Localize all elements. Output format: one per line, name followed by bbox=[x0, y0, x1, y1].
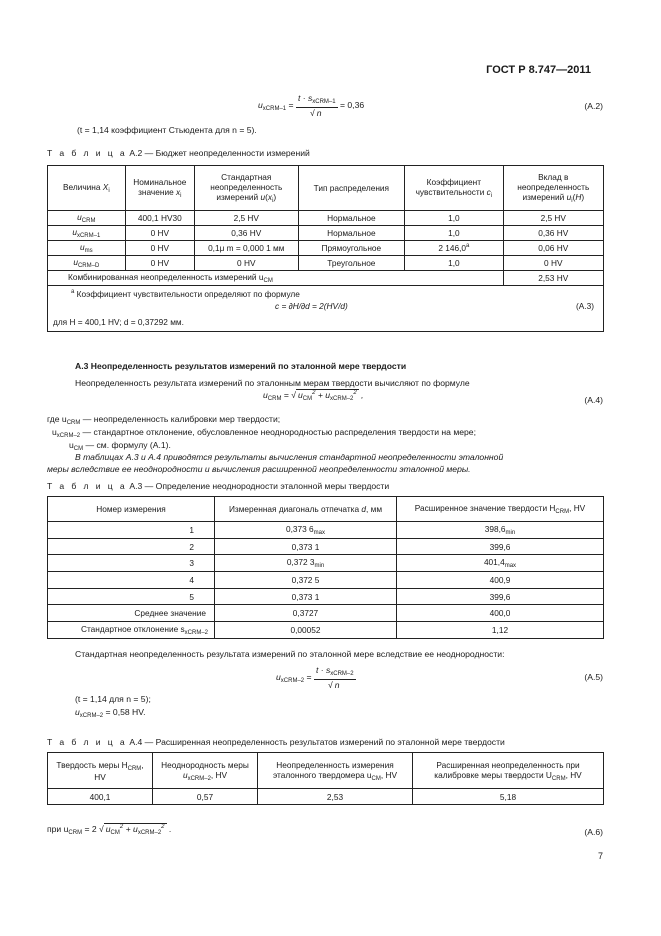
table-row-combined: Комбинированная неопределенность измерений $u_{CM}$ 2,53 HV bbox=[48, 271, 604, 286]
def-ucrm: где $u_{CRM}$ — неопределенность калибровки мер твердости; bbox=[47, 414, 281, 426]
table-row: 2 0,373 1 399,6 bbox=[48, 538, 604, 555]
italic-line-2: меры вследствие ее неоднородности и вычисления расширенной неопределенности эталонной меры. bbox=[47, 464, 471, 474]
table-row: 4 0,372 5 400,9 bbox=[48, 572, 604, 589]
formula-a2-number: (A.2) bbox=[584, 101, 603, 111]
formula-a6-number: (A.6) bbox=[584, 827, 603, 837]
formula-a2: $u_{xCRM-1}$ = $\frac{t \cdot s_{xCRM-1}}{√ n}$ = 0,36 bbox=[258, 93, 365, 118]
table-a4-caption: Т а б л и ц а A.4 — Расширенная неопределенность результатов измерений по эталонной мере твердости bbox=[47, 737, 505, 747]
table-row: 3 0,372 $3_{min}$ $401,4_{max}$ bbox=[48, 555, 604, 572]
table-row: $u_{ms}$ 0 HV 0,1μ m = 0,000 1 мм Прямоугольное 2 $146,0^а$ 0,06 HV bbox=[48, 241, 604, 256]
table-row: 1 0,373 $6_{max}$ $398,6_{min}$ bbox=[48, 522, 604, 539]
text-a5-intro: Стандартная неопределенность результата измерений по эталонной мере вследствие ее неоднородности: bbox=[75, 649, 505, 659]
formula-a5-number: (A.5) bbox=[584, 672, 603, 682]
formula-a4-number: (A.4) bbox=[584, 395, 603, 405]
formula-a4: $u_{CRM}$ = √ $u_{CM}^2 + u_{xCRM-2}^2$ , bbox=[263, 390, 364, 402]
table-a3: Номер измерения Измеренная диагональ отпечатка d, мм Расширенное значение твердости $H_{CRM}$, HV 1 0,373 $6_{max}$ $398,6_{min}$ 2 0,373 1 399,6 3 0,372 $3_{min}$ $401,4_{max}$ 4 0,372 5 400,9 5 0,373 1 399,6 Среднее значение 0,3727 400,0 Стандартное отклонение $s_{xCRM-2}$ 0,00052 1,12 bbox=[47, 496, 604, 639]
def-ucm: $u_{CM}$ — см. формулу (A.1). bbox=[69, 440, 171, 452]
table-a2-caption: Т а б л и ц а A.2 — Бюджет неопределенности измерений bbox=[47, 148, 310, 158]
table-a2: Величина $X_i$ Номинальное значение $x_i$ Стандартная неопределенность измерений $u(x_i)$ Тип распределения Коэффициент чувствительности $c_i$ Вклад в неопределенность измерений $u_i(H)$ $u_{CRM}$ 400,1 HV30 2,5 HV Нормальное 1,0 2,5 HV $u_{xCRM-1}$ 0 HV 0,36 HV Нормальное 1,0 0,36 HV $u_{ms}$ 0 HV 0,1μ m = 0,000 1 мм Прямоугольное 2 $146,0^а$ 0,06 HV $u_{CRM-D}$ 0 HV 0 HV Треугольное 1,0 0 HV Комбинированная неопределенность измерений $u_{CM}$ 2,53 HV $^а$ Коэффициент чувствительности определяют по формуле c = ∂H/∂d = 2(HV/d) (A.3) для H = 400,1 HV; d = 0,37292 мм. bbox=[47, 165, 604, 332]
italic-line-1: В таблицах A.3 и A.4 приводятся результаты вычисления стандартной неопределенности эталонной bbox=[75, 452, 504, 462]
result-a5: $u_{xCRM-2} = 0,58$ HV. bbox=[75, 707, 146, 719]
page-number: 7 bbox=[597, 851, 603, 861]
table-row-mean: Среднее значение 0,3727 400,0 bbox=[48, 605, 604, 622]
def-uxcrm2: $u_{xCRM-2}$ — стандартное отклонение, обусловленное неоднородностью распределения твердости на мере; bbox=[52, 427, 476, 439]
table-row: $u_{CRM}$ 400,1 HV30 2,5 HV Нормальное 1,0 2,5 HV bbox=[48, 211, 604, 226]
table-row: 5 0,373 1 399,6 bbox=[48, 588, 604, 605]
table-row: $u_{CRM-D}$ 0 HV 0 HV Треугольное 1,0 0 HV bbox=[48, 256, 604, 271]
note-a5: (t = 1,14 для n = 5); bbox=[75, 694, 151, 704]
table-a3-caption: Т а б л и ц а A.3 — Определение неоднородности эталонной меры твердости bbox=[47, 481, 390, 491]
document-header: ГОСТ Р 8.747—2011 bbox=[486, 64, 591, 76]
section-a3-para: Неопределенность результата измерений по эталонным мерам твердости вычисляют по формуле bbox=[75, 378, 470, 388]
table-row: $u_{xCRM-1}$ 0 HV 0,36 HV Нормальное 1,0 0,36 HV bbox=[48, 226, 604, 241]
table-a4: Твердость меры $H_{CRM}$, HV Неоднородность меры $u_{xCRM-2}$, HV Неопределенность измерения эталонного твердомера $u_{CM}$, HV Расширенная неопределенность при калибровке меры твердости $U_{CRM}$, HV 400,1 0,57 2,53 5,18 bbox=[47, 752, 604, 805]
formula-a6: при $u_{CRM} = 2$ √ $u_{CM}^2 + u_{xCRM-2}^2$ . bbox=[47, 824, 172, 836]
formula-a5: $u_{xCRM-2}$ = $\frac{t \cdot s_{xCRM-2}}{√ n}$ bbox=[276, 665, 354, 690]
table-footnote: $^а$ Коэффициент чувствительности определяют по формуле c = ∂H/∂d = 2(HV/d) (A.3) для H = 400,1 HV; d = 0,37292 мм. bbox=[48, 286, 604, 332]
note-a2: (t = 1,14 коэффициент Стьюдента для n = 5). bbox=[77, 125, 257, 135]
section-a3-heading: A.3 Неопределенность результатов измерений по эталонной мере твердости bbox=[75, 361, 407, 371]
table-row-std: Стандартное отклонение $s_{xCRM-2}$ 0,00052 1,12 bbox=[48, 622, 604, 639]
table-row: 400,1 0,57 2,53 5,18 bbox=[48, 789, 604, 805]
